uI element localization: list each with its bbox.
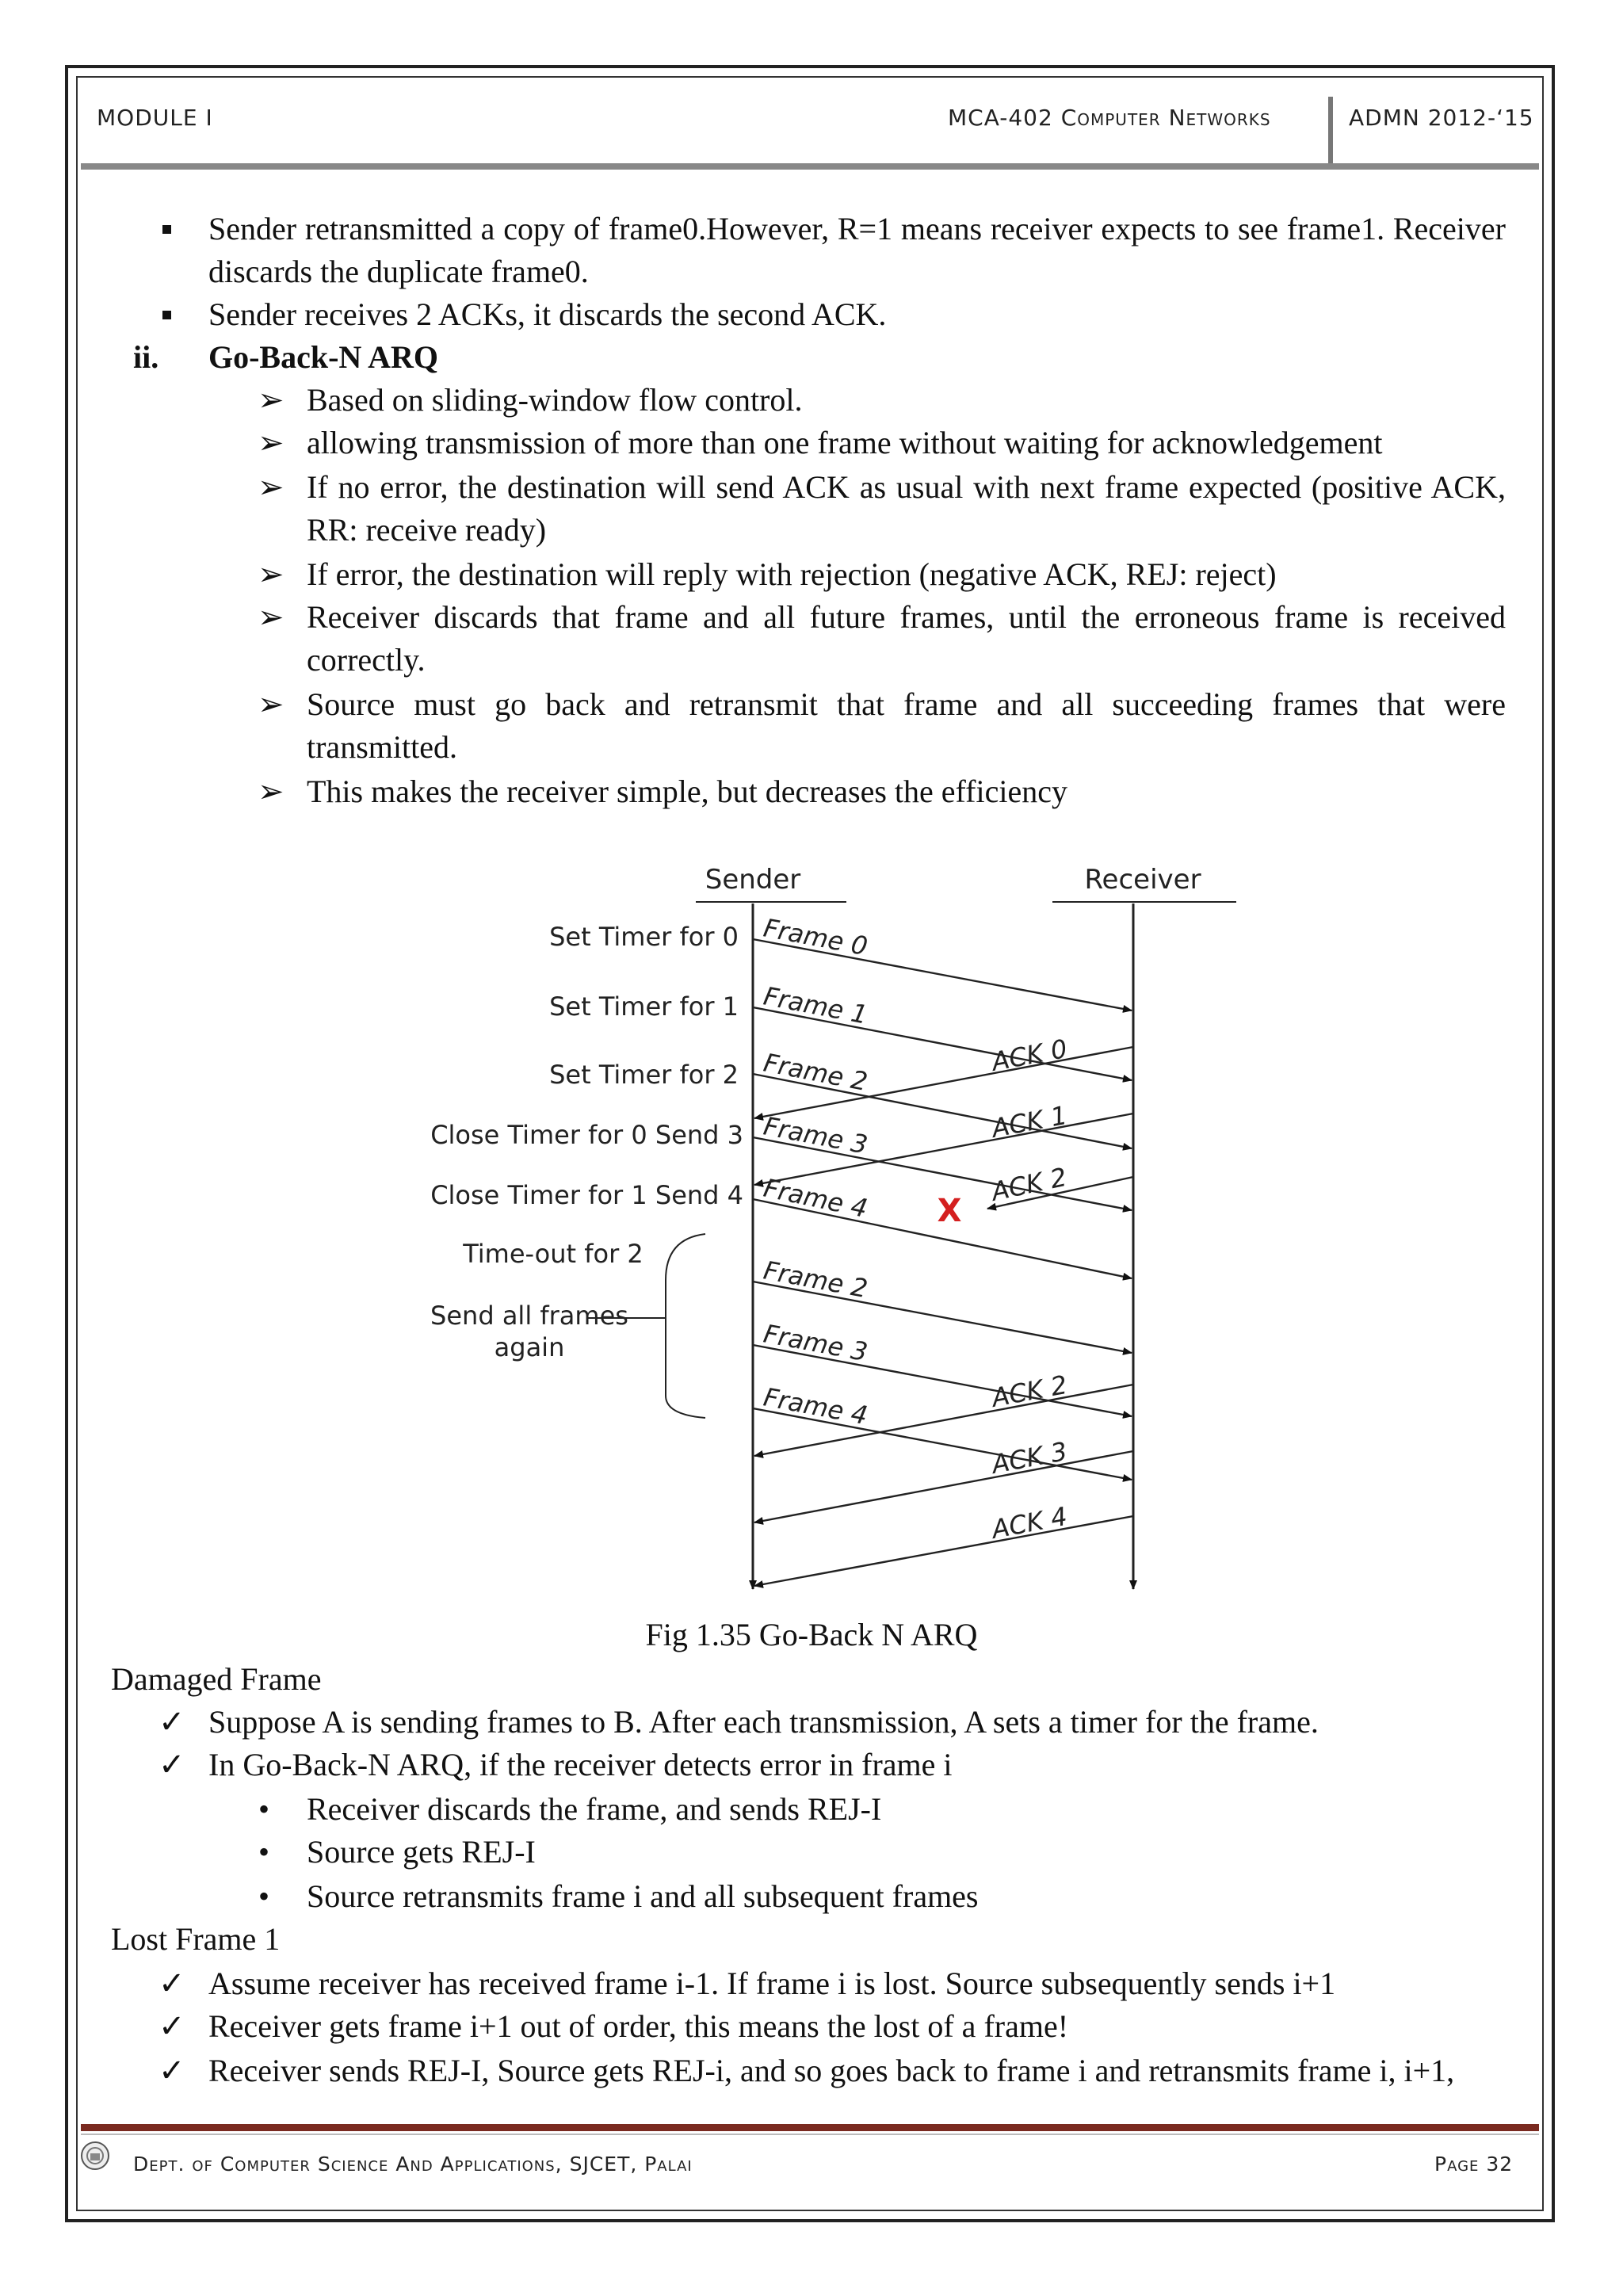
college-seal-icon [79, 2140, 111, 2172]
arrow-bullet-icon: ➢ [258, 556, 285, 592]
check-icon: ✓ [158, 1704, 185, 1740]
go-back-point-1: Based on sliding-window flow control. [307, 382, 803, 418]
section-numeral: ii. [133, 339, 159, 375]
ack-label-3: ACK 3 [989, 1435, 1070, 1480]
header-course: MCA-402 Computer Networks [948, 105, 1271, 131]
frame-label-4-resend: Frame 4 [761, 1381, 870, 1431]
arrow-bullet-icon: ➢ [258, 774, 285, 809]
dot-bullet-icon: • [258, 1834, 270, 1870]
intro-bullet-2: Sender receives 2 ACKs, it discards the second ACK. [208, 296, 887, 332]
arrow-bullet-icon: ➢ [258, 425, 285, 460]
label-set-timer-2: Set Timer for 2 [549, 1060, 739, 1090]
arrow-bullet-icon: ➢ [258, 686, 285, 722]
header-rule [81, 163, 1539, 170]
frame-label-0: Frame 0 [761, 912, 870, 962]
lost-check-3: Receiver sends REJ-I, Source gets REJ-i, and so goes back to frame i and retransmits frame i, i+1, [208, 2053, 1455, 2088]
ack-label-2-second: ACK 2 [989, 1369, 1070, 1413]
ack-label-0: ACK 0 [989, 1033, 1070, 1077]
receiver-heading: Receiver [1084, 864, 1201, 896]
go-back-point-6: Source must go back and retransmit that frame and all succeeding frames that were transmitted. [307, 686, 1506, 765]
label-close-timer-0: Close Timer for 0 Send 3 [430, 1120, 743, 1150]
lost-heading: Lost Frame 1 [111, 1921, 281, 1957]
frame-label-4: Frame 4 [761, 1172, 870, 1224]
check-icon: ✓ [158, 2053, 185, 2088]
damaged-dot-1: Receiver discards the frame, and sends REJ-I [307, 1791, 882, 1827]
intro-bullet-1: Sender retransmitted a copy of frame0.However, R=1 means receiver expects to see frame1. Receiver discards the duplicate frame0. [208, 211, 1506, 289]
lost-check-2: Receiver gets frame i+1 out of order, this means the lost of a frame! [208, 2008, 1069, 2044]
dot-bullet-icon: • [258, 1791, 270, 1827]
damaged-dot-3: Source retransmits frame i and all subsequent frames [307, 1878, 979, 1914]
footer-page: Page 32 [1434, 2153, 1514, 2176]
arrow-bullet-icon: ➢ [258, 382, 285, 418]
label-set-timer-0: Set Timer for 0 [549, 922, 739, 952]
footer-rule [81, 2124, 1539, 2131]
label-time-out: Time-out for 2 [463, 1239, 643, 1269]
frame-label-2-resend: Frame 2 [761, 1255, 870, 1305]
frame-label-3: Frame 3 [761, 1110, 870, 1160]
footer-rule-thin [81, 2134, 1539, 2135]
label-set-timer-1: Set Timer for 1 [549, 991, 739, 1022]
sender-heading: Sender [705, 864, 801, 896]
footer-dept: Dept. of Computer Science And Applications, SJCET, Palai [133, 2153, 693, 2176]
go-back-n-diagram [333, 860, 1268, 1621]
label-close-timer-1: Close Timer for 1 Send 4 [430, 1180, 743, 1210]
go-back-point-5: Receiver discards that frame and all future frames, until the erroneous frame is received correctly. [307, 599, 1506, 678]
damaged-dot-2: Source gets REJ-I [307, 1834, 536, 1870]
label-again: again [494, 1332, 565, 1362]
frame-label-1: Frame 1 [761, 980, 870, 1030]
damaged-check-2: In Go-Back-N ARQ, if the receiver detects error in frame i [208, 1747, 953, 1782]
lost-x-icon: X [937, 1193, 962, 1229]
check-icon: ✓ [158, 2008, 185, 2044]
ack-label-2: ACK 2 [988, 1161, 1070, 1207]
header-separator [1328, 97, 1333, 166]
section-title: Go-Back-N ARQ [208, 339, 438, 375]
square-bullet-icon [162, 225, 171, 234]
damaged-heading: Damaged Frame [111, 1661, 322, 1697]
frame-label-3-resend: Frame 3 [761, 1318, 870, 1368]
frame-label-2: Frame 2 [761, 1047, 870, 1098]
header-module: MODULE I [97, 105, 213, 131]
check-icon: ✓ [158, 1747, 185, 1782]
check-icon: ✓ [158, 1966, 185, 2001]
damaged-check-1: Suppose A is sending frames to B. After each transmission, A sets a timer for the frame. [208, 1704, 1319, 1740]
go-back-point-4: If error, the destination will reply with rejection (negative ACK, REJ: reject) [307, 556, 1277, 592]
figure-caption: Fig 1.35 Go-Back N ARQ [645, 1617, 978, 1652]
ack-label-4: ACK 4 [989, 1500, 1070, 1545]
go-back-point-3: If no error, the destination will send ACK as usual with next frame expected (positive ACK, RR: receive ready) [307, 469, 1506, 548]
go-back-point-2: allowing transmission of more than one frame without waiting for acknowledgement [307, 425, 1383, 460]
label-send-all: Send all frames [430, 1301, 628, 1331]
go-back-point-7: This makes the receiver simple, but decreases the efficiency [307, 774, 1067, 809]
arrow-bullet-icon: ➢ [258, 599, 285, 635]
lost-check-1: Assume receiver has received frame i-1. If frame i is lost. Source subsequently sends i+1 [208, 1966, 1336, 2001]
ack-label-1: ACK 1 [989, 1099, 1070, 1144]
square-bullet-icon [162, 311, 171, 319]
arrow-bullet-icon: ➢ [258, 469, 285, 505]
dot-bullet-icon: • [258, 1878, 270, 1914]
header-admn: ADMN 2012-‘15 [1349, 105, 1534, 131]
